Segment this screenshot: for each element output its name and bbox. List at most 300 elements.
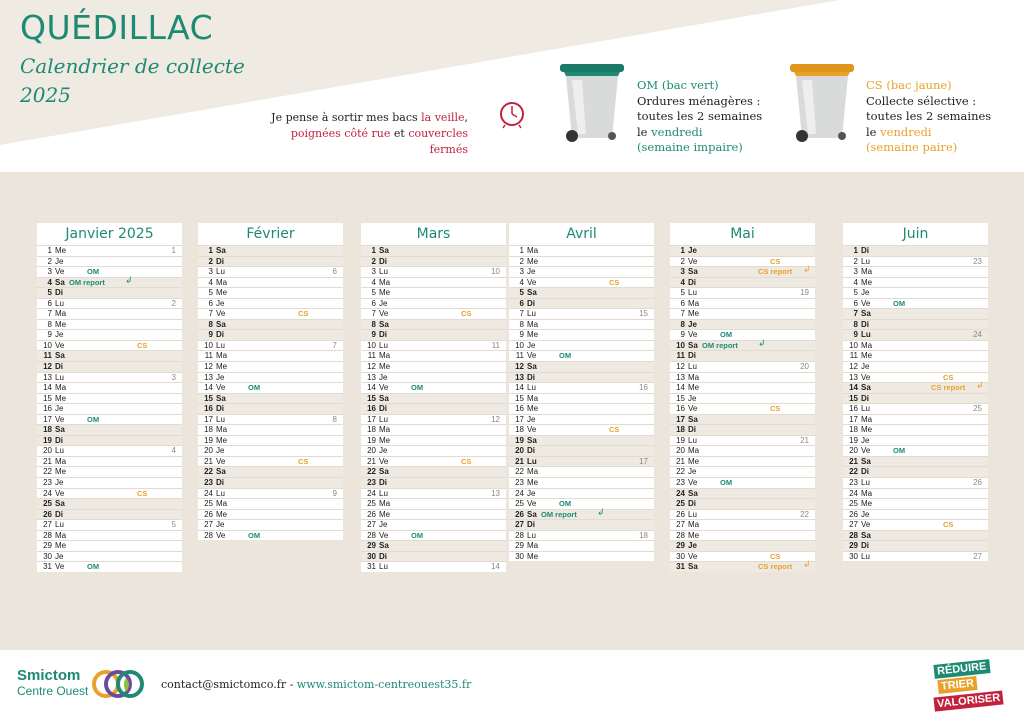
- weekday-abbr: Ma: [379, 499, 391, 509]
- day-row: [198, 488, 343, 499]
- weekday-abbr: Lu: [55, 520, 64, 530]
- weekday-abbr: Di: [216, 404, 224, 414]
- day-number: 9: [208, 330, 213, 340]
- weekday-abbr: Je: [55, 256, 64, 266]
- week-number: 23: [973, 256, 982, 266]
- day-row: [670, 466, 815, 477]
- day-row: [198, 519, 343, 530]
- green-bin-icon: [552, 58, 632, 148]
- weekday-abbr: Ma: [55, 530, 67, 540]
- month-title: Mai: [730, 226, 755, 242]
- month-title: Mars: [416, 226, 451, 242]
- weekday-abbr: Sa: [527, 435, 537, 445]
- day-row: [198, 445, 343, 456]
- week-number: 2: [171, 298, 176, 308]
- day-row: [670, 530, 815, 541]
- day-number: 6: [853, 298, 858, 308]
- cs-report: CS report: [758, 562, 793, 572]
- day-row: [843, 256, 988, 267]
- day-row: [198, 435, 343, 446]
- day-number: 17: [849, 414, 858, 424]
- day-number: 3: [680, 267, 685, 277]
- day-number: 26: [367, 509, 376, 519]
- day-row: [843, 361, 988, 372]
- weekday-abbr: Sa: [216, 246, 226, 255]
- day-number: 21: [367, 456, 376, 466]
- day-number: 26: [849, 509, 858, 519]
- day-number: 1: [519, 246, 524, 255]
- weekday-abbr: Me: [861, 425, 873, 435]
- weekday-abbr: Je: [216, 372, 225, 382]
- day-number: 11: [849, 351, 858, 361]
- day-number: 22: [676, 467, 685, 477]
- day-row: [361, 488, 506, 499]
- day-number: 19: [367, 435, 376, 445]
- weekday-abbr: Sa: [688, 414, 698, 424]
- day-number: 7: [853, 309, 858, 319]
- report-arrow-icon: ↲: [597, 506, 605, 517]
- day-row: [670, 382, 815, 393]
- day-row: [37, 403, 182, 414]
- day-number: 13: [43, 372, 52, 382]
- day-number: 31: [676, 562, 685, 572]
- weekday-abbr: Ve: [688, 256, 698, 266]
- week-number: 15: [639, 309, 648, 319]
- weekday-abbr: Je: [688, 319, 697, 329]
- weekday-abbr: Me: [216, 435, 228, 445]
- day-row: [198, 319, 343, 330]
- day-number: 27: [676, 520, 685, 530]
- weekday-abbr: Sa: [861, 530, 871, 540]
- calendar-subtitle: Calendrier de collecte: [20, 54, 245, 78]
- day-number: 20: [515, 446, 524, 456]
- weekday-abbr: Di: [379, 551, 387, 561]
- weekday-abbr: Lu: [379, 414, 388, 424]
- weekday-abbr: Ve: [379, 530, 389, 540]
- day-row: [361, 445, 506, 456]
- cs-collection: CS: [461, 309, 472, 319]
- weekday-abbr: Ve: [379, 309, 389, 319]
- weekday-abbr: Ma: [379, 277, 391, 287]
- day-row: [37, 319, 182, 330]
- om-collection: OM: [248, 383, 261, 393]
- day-number: 5: [47, 288, 52, 298]
- day-number: 29: [367, 541, 376, 551]
- day-number: 1: [853, 246, 858, 255]
- weekday-abbr: Lu: [527, 309, 536, 319]
- weekday-abbr: Ma: [527, 246, 539, 255]
- day-row: [843, 298, 988, 309]
- day-row: [509, 340, 654, 351]
- weekday-abbr: Me: [527, 256, 539, 266]
- weekday-abbr: Sa: [527, 288, 537, 298]
- day-number: 26: [515, 509, 524, 519]
- day-row: [670, 393, 815, 404]
- day-row: [670, 372, 815, 383]
- weekday-abbr: Lu: [688, 362, 697, 372]
- day-number: 29: [515, 541, 524, 551]
- weekday-abbr: Me: [216, 509, 228, 519]
- week-number: 13: [491, 488, 500, 498]
- day-number: 13: [367, 372, 376, 382]
- day-row: [509, 424, 654, 435]
- day-number: 29: [849, 541, 858, 551]
- day-number: 21: [515, 456, 524, 466]
- weekday-abbr: Me: [688, 530, 700, 540]
- day-number: 11: [676, 351, 685, 361]
- weekday-abbr: Ma: [861, 488, 873, 498]
- day-number: 28: [367, 530, 376, 540]
- weekday-abbr: Me: [861, 499, 873, 509]
- day-row: [843, 382, 988, 393]
- week-number: 3: [171, 372, 176, 382]
- om-report: OM report: [69, 277, 105, 287]
- day-number: 18: [849, 425, 858, 435]
- day-number: 30: [515, 551, 524, 561]
- day-number: 15: [204, 393, 213, 403]
- day-row: [509, 498, 654, 509]
- day-row: [361, 551, 506, 562]
- day-row: [198, 393, 343, 404]
- weekday-abbr: Di: [55, 288, 63, 298]
- day-number: 2: [853, 256, 858, 266]
- cs-report: CS report: [931, 383, 966, 393]
- day-number: 21: [676, 456, 685, 466]
- day-number: 22: [515, 467, 524, 477]
- day-row: [843, 477, 988, 488]
- om-collection: OM: [559, 499, 572, 509]
- contact-email[interactable]: contact@smictomco.fr -: [161, 678, 297, 691]
- day-row: [670, 540, 815, 551]
- day-number: 13: [204, 372, 213, 382]
- week-number: 16: [639, 383, 648, 393]
- weekday-abbr: Sa: [55, 277, 65, 287]
- day-number: 22: [849, 467, 858, 477]
- day-row: [509, 245, 654, 256]
- day-number: 25: [515, 499, 524, 509]
- month-column: [843, 223, 988, 561]
- day-row: [670, 319, 815, 330]
- weekday-abbr: Ma: [527, 393, 539, 403]
- day-row: [670, 298, 815, 309]
- day-row: [361, 382, 506, 393]
- weekday-abbr: Ve: [527, 499, 537, 509]
- day-number: 15: [43, 393, 52, 403]
- day-number: 27: [849, 520, 858, 530]
- day-row: [198, 266, 343, 277]
- day-row: [509, 329, 654, 340]
- day-number: 20: [204, 446, 213, 456]
- cs-collection: CS: [137, 488, 148, 498]
- weekday-abbr: Ve: [216, 530, 226, 540]
- day-number: 9: [853, 330, 858, 340]
- day-row: [670, 498, 815, 509]
- smictom-logo-icon: [92, 664, 146, 704]
- week-number: 11: [491, 340, 500, 350]
- weekday-abbr: Lu: [379, 488, 388, 498]
- day-row: [37, 382, 182, 393]
- slogan-valoriser: VALORISER: [933, 690, 1003, 711]
- day-row: [37, 298, 182, 309]
- day-number: 19: [676, 435, 685, 445]
- day-number: 28: [43, 530, 52, 540]
- footer: [0, 650, 1024, 723]
- om-report: OM report: [702, 340, 738, 350]
- week-number: 27: [973, 551, 982, 561]
- day-row: [843, 350, 988, 361]
- day-number: 18: [367, 425, 376, 435]
- day-row: [843, 530, 988, 541]
- weekday-abbr: Ve: [379, 456, 389, 466]
- day-row: [198, 329, 343, 340]
- day-row: [198, 403, 343, 414]
- day-row: [37, 414, 182, 425]
- day-number: 12: [367, 362, 376, 372]
- day-row: [198, 498, 343, 509]
- weekday-abbr: Di: [55, 362, 63, 372]
- month-column: [361, 223, 506, 572]
- day-row: [37, 466, 182, 477]
- day-number: 14: [849, 383, 858, 393]
- weekday-abbr: Di: [379, 256, 387, 266]
- weekday-abbr: Sa: [216, 467, 226, 477]
- cs-collection: CS: [943, 372, 954, 382]
- weekday-abbr: Ve: [527, 425, 537, 435]
- day-number: 8: [853, 319, 858, 329]
- day-row: [198, 277, 343, 288]
- day-row: [361, 540, 506, 551]
- day-row: [670, 337, 815, 351]
- day-row: [670, 277, 815, 288]
- day-row: [843, 287, 988, 298]
- day-number: 6: [47, 298, 52, 308]
- day-row: [361, 498, 506, 509]
- day-number: 21: [204, 456, 213, 466]
- day-number: 4: [853, 277, 858, 287]
- weekday-abbr: Me: [688, 456, 700, 466]
- day-number: 24: [367, 488, 376, 498]
- day-row: [37, 361, 182, 372]
- day-number: 12: [676, 362, 685, 372]
- day-number: 23: [367, 478, 376, 488]
- weekday-abbr: Di: [861, 541, 869, 551]
- weekday-abbr: Lu: [527, 530, 536, 540]
- weekday-abbr: Ma: [688, 298, 700, 308]
- day-row: [670, 361, 815, 372]
- day-row: [361, 350, 506, 361]
- day-row: [361, 340, 506, 351]
- day-number: 25: [367, 499, 376, 509]
- day-number: 5: [853, 288, 858, 298]
- weekday-abbr: Je: [861, 362, 870, 372]
- weekday-abbr: Sa: [861, 383, 871, 393]
- day-number: 24: [849, 488, 858, 498]
- day-row: [670, 403, 815, 414]
- day-number: 20: [367, 446, 376, 456]
- day-row: [670, 435, 815, 446]
- weekday-abbr: Lu: [527, 383, 536, 393]
- day-row: [198, 308, 343, 319]
- day-row: [843, 445, 988, 456]
- calendar-year: 2025: [20, 83, 71, 107]
- day-number: 23: [849, 478, 858, 488]
- day-number: 12: [43, 362, 52, 372]
- day-row: [509, 350, 654, 361]
- day-number: 5: [371, 288, 376, 298]
- day-row: [37, 498, 182, 509]
- weekday-abbr: Me: [688, 383, 700, 393]
- day-number: 21: [849, 456, 858, 466]
- day-row: [509, 319, 654, 330]
- day-row: [361, 403, 506, 414]
- cs-collection: CS: [770, 404, 781, 414]
- weekday-abbr: Lu: [379, 340, 388, 350]
- day-number: 20: [676, 446, 685, 456]
- weekday-abbr: Lu: [216, 414, 225, 424]
- weekday-abbr: Ma: [216, 425, 228, 435]
- weekday-abbr: Sa: [688, 267, 698, 277]
- day-row: [670, 445, 815, 456]
- day-number: 11: [43, 351, 52, 361]
- day-row: [198, 382, 343, 393]
- day-number: 12: [849, 362, 858, 372]
- day-row: [37, 245, 182, 256]
- weekday-abbr: Ma: [55, 383, 67, 393]
- weekday-abbr: Di: [688, 425, 696, 435]
- day-number: 10: [515, 340, 524, 350]
- week-number: 9: [332, 488, 337, 498]
- day-number: 1: [47, 246, 52, 255]
- week-number: 6: [332, 267, 337, 277]
- day-row: [37, 329, 182, 340]
- weekday-abbr: Ma: [379, 425, 391, 435]
- clock-icon: [497, 97, 527, 129]
- day-row: [509, 466, 654, 477]
- weekday-abbr: Lu: [379, 267, 388, 277]
- weekday-abbr: Sa: [55, 499, 65, 509]
- day-row: [37, 256, 182, 267]
- day-number: 4: [208, 277, 213, 287]
- day-number: 18: [676, 425, 685, 435]
- weekday-abbr: Di: [216, 256, 224, 266]
- week-number: 19: [800, 288, 809, 298]
- week-number: 22: [800, 509, 809, 519]
- weekday-abbr: Me: [527, 478, 539, 488]
- week-number: 1: [171, 246, 176, 255]
- weekday-abbr: Ve: [688, 404, 698, 414]
- weekday-abbr: Ve: [379, 383, 389, 393]
- day-number: 15: [849, 393, 858, 403]
- day-row: [509, 506, 654, 520]
- weekday-abbr: Sa: [55, 351, 65, 361]
- weekday-abbr: Me: [379, 435, 391, 445]
- day-number: 27: [367, 520, 376, 530]
- day-number: 31: [43, 562, 52, 572]
- day-row: [198, 287, 343, 298]
- day-number: 25: [43, 499, 52, 509]
- day-number: 5: [680, 288, 685, 298]
- weekday-abbr: Lu: [527, 456, 537, 466]
- weekday-abbr: Lu: [688, 288, 697, 298]
- day-row: [198, 509, 343, 520]
- day-row: [37, 519, 182, 530]
- day-number: 18: [43, 425, 52, 435]
- week-number: 8: [332, 414, 337, 424]
- day-number: 16: [43, 404, 52, 414]
- day-row: [670, 414, 815, 425]
- weekday-abbr: Di: [216, 330, 224, 340]
- day-number: 16: [367, 404, 376, 414]
- week-number: 10: [491, 267, 500, 277]
- weekday-abbr: Sa: [55, 425, 65, 435]
- month-column: [37, 223, 182, 572]
- day-row: [509, 530, 654, 541]
- day-number: 18: [515, 425, 524, 435]
- day-number: 6: [371, 298, 376, 308]
- weekday-abbr: Je: [861, 435, 870, 445]
- brand-name: Smictom: [17, 667, 81, 684]
- weekday-abbr: Me: [55, 541, 67, 551]
- day-number: 24: [43, 488, 52, 498]
- weekday-abbr: Me: [861, 351, 873, 361]
- day-number: 26: [204, 509, 213, 519]
- weekday-abbr: Je: [688, 393, 697, 403]
- month-title: Juin: [902, 226, 929, 242]
- weekday-abbr: Lu: [216, 267, 225, 277]
- cs-collection: CS: [943, 520, 954, 530]
- day-number: 30: [676, 551, 685, 561]
- day-row: [361, 308, 506, 319]
- report-arrow-icon: ↲: [803, 264, 811, 275]
- weekday-abbr: Di: [861, 246, 869, 255]
- day-number: 16: [515, 404, 524, 414]
- weekday-abbr: Me: [216, 362, 228, 372]
- day-row: [843, 277, 988, 288]
- weekday-abbr: Ma: [861, 340, 873, 350]
- weekday-abbr: Ma: [527, 541, 539, 551]
- day-number: 3: [853, 267, 858, 277]
- day-row: [843, 540, 988, 551]
- day-number: 3: [371, 267, 376, 277]
- day-number: 4: [519, 277, 524, 287]
- day-number: 22: [367, 467, 376, 477]
- day-number: 9: [371, 330, 376, 340]
- day-number: 5: [208, 288, 213, 298]
- day-number: 10: [43, 340, 52, 350]
- day-row: [37, 435, 182, 446]
- cs-info: CS (bac jaune) Collecte sélective : toutes les 2 semaines le vendredi (semaine paire): [866, 78, 992, 154]
- day-row: [361, 256, 506, 267]
- day-row: [198, 424, 343, 435]
- weekday-abbr: Sa: [527, 509, 537, 519]
- header: [0, 0, 1024, 172]
- day-number: 11: [515, 351, 524, 361]
- day-number: 3: [208, 267, 213, 277]
- report-arrow-icon: ↲: [976, 380, 984, 391]
- weekday-abbr: Ve: [55, 340, 65, 350]
- weekday-abbr: Me: [527, 404, 539, 414]
- weekday-abbr: Ve: [216, 456, 226, 466]
- weekday-abbr: Lu: [861, 478, 870, 488]
- day-row: [670, 424, 815, 435]
- day-number: 7: [47, 309, 52, 319]
- day-row: [37, 488, 182, 499]
- brand-subname: Centre Ouest: [17, 684, 89, 698]
- cs-collection: CS: [298, 309, 309, 319]
- day-row: [361, 519, 506, 530]
- weekday-abbr: Me: [527, 330, 539, 340]
- website-link[interactable]: www.smictom-centreouest35.fr: [296, 678, 472, 691]
